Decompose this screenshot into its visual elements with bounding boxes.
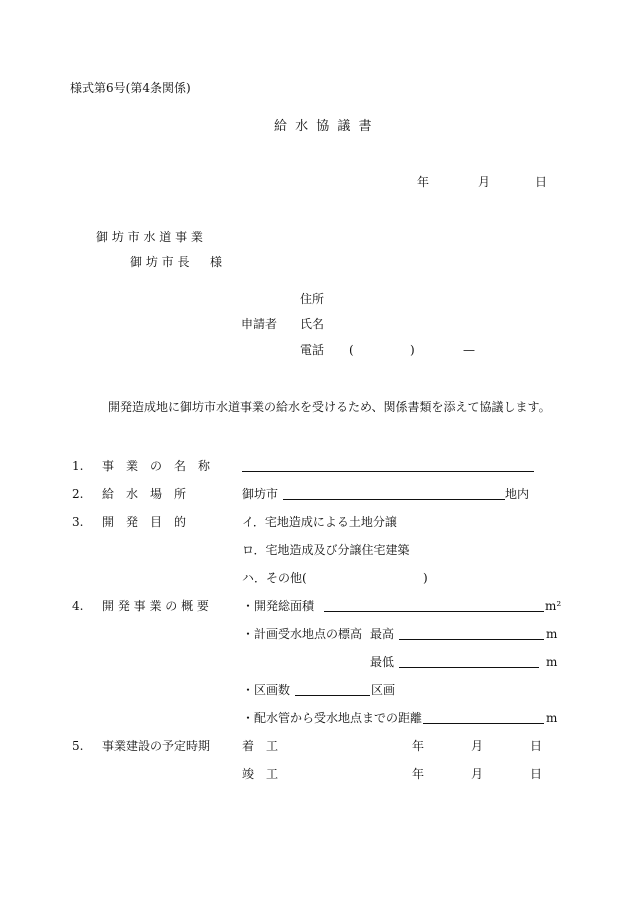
supply-location-field[interactable] [283, 499, 505, 500]
item-5-label: 事業建設の予定時期 [102, 739, 211, 753]
purpose-option-ha-close: ) [423, 571, 428, 585]
form-number: 様式第6号(第4条関係) [70, 81, 191, 95]
start-label: 着 工 [242, 739, 279, 753]
phone-dash: — [463, 343, 475, 357]
elevation-min-field[interactable] [399, 667, 539, 668]
plot-count-label: ・区画数 [242, 683, 291, 697]
item-3-number: 3. [72, 515, 84, 529]
elevation-label: ・計画受水地点の標高 [242, 627, 363, 641]
applicant-label: 申請者 [241, 317, 278, 331]
total-area-field[interactable] [324, 611, 544, 612]
addressee-org: 御 坊 市 水 道 事 業 [96, 230, 203, 244]
start-year-label: 年 [412, 739, 425, 753]
date-month-label: 月 [478, 175, 491, 189]
plot-count-unit: 区画 [371, 683, 396, 697]
item-2-number: 2. [72, 487, 84, 501]
start-day-label: 日 [530, 739, 543, 753]
elevation-max-field[interactable] [399, 639, 544, 640]
date-year-label: 年 [417, 175, 430, 189]
item-4-number: 4. [72, 599, 84, 613]
statement: 開発造成地に御坊市水道事業の給水を受けるため、関係書類を添えて協議します。 [108, 400, 551, 414]
finish-label: 竣 工 [242, 767, 279, 781]
elevation-min-unit: m [546, 655, 558, 669]
item-1-number: 1. [72, 459, 84, 473]
purpose-option-ha[interactable]: ハ．その他( [242, 571, 307, 585]
pipe-distance-label: ・配水管から受水地点までの距離 [242, 711, 423, 725]
date-day-label: 日 [535, 175, 548, 189]
item-4-label: 開 発 事 業 の 概 要 [102, 599, 209, 613]
finish-year-label: 年 [412, 767, 425, 781]
phone-paren-open: ( [349, 343, 354, 357]
applicant-name-label: 氏名 [300, 317, 325, 331]
finish-month-label: 月 [471, 767, 484, 781]
item-5-number: 5. [72, 739, 84, 753]
document-title: 給 水 協 議 書 [274, 119, 374, 134]
elevation-max-unit: m [546, 627, 558, 641]
addressee-head: 御 坊 市 長 [130, 255, 190, 269]
purpose-option-ro[interactable]: ロ．宅地造成及び分譲住宅建築 [242, 543, 410, 557]
elevation-max-label: 最高 [370, 627, 395, 641]
finish-day-label: 日 [530, 767, 543, 781]
item-2-label: 給 水 場 所 [102, 487, 187, 501]
supply-location-prefix: 御坊市 [242, 487, 279, 501]
purpose-option-i[interactable]: イ．宅地造成による土地分譲 [242, 515, 397, 529]
phone-paren-close: ) [410, 343, 415, 357]
applicant-phone-label: 電話 [300, 343, 325, 357]
item-1-label: 事 業 の 名 称 [102, 459, 211, 473]
elevation-min-label: 最低 [370, 655, 395, 669]
addressee-honorific: 様 [210, 255, 223, 269]
item-3-label: 開 発 目 的 [102, 515, 187, 529]
total-area-unit: m² [545, 599, 562, 613]
total-area-label: ・開発総面積 [242, 599, 315, 613]
pipe-distance-field[interactable] [423, 723, 544, 724]
start-month-label: 月 [471, 739, 484, 753]
supply-location-suffix: 地内 [505, 487, 530, 501]
pipe-distance-unit: m [546, 711, 558, 725]
applicant-address-label: 住所 [300, 292, 325, 306]
project-name-field[interactable] [242, 471, 534, 472]
plot-count-field[interactable] [295, 695, 370, 696]
